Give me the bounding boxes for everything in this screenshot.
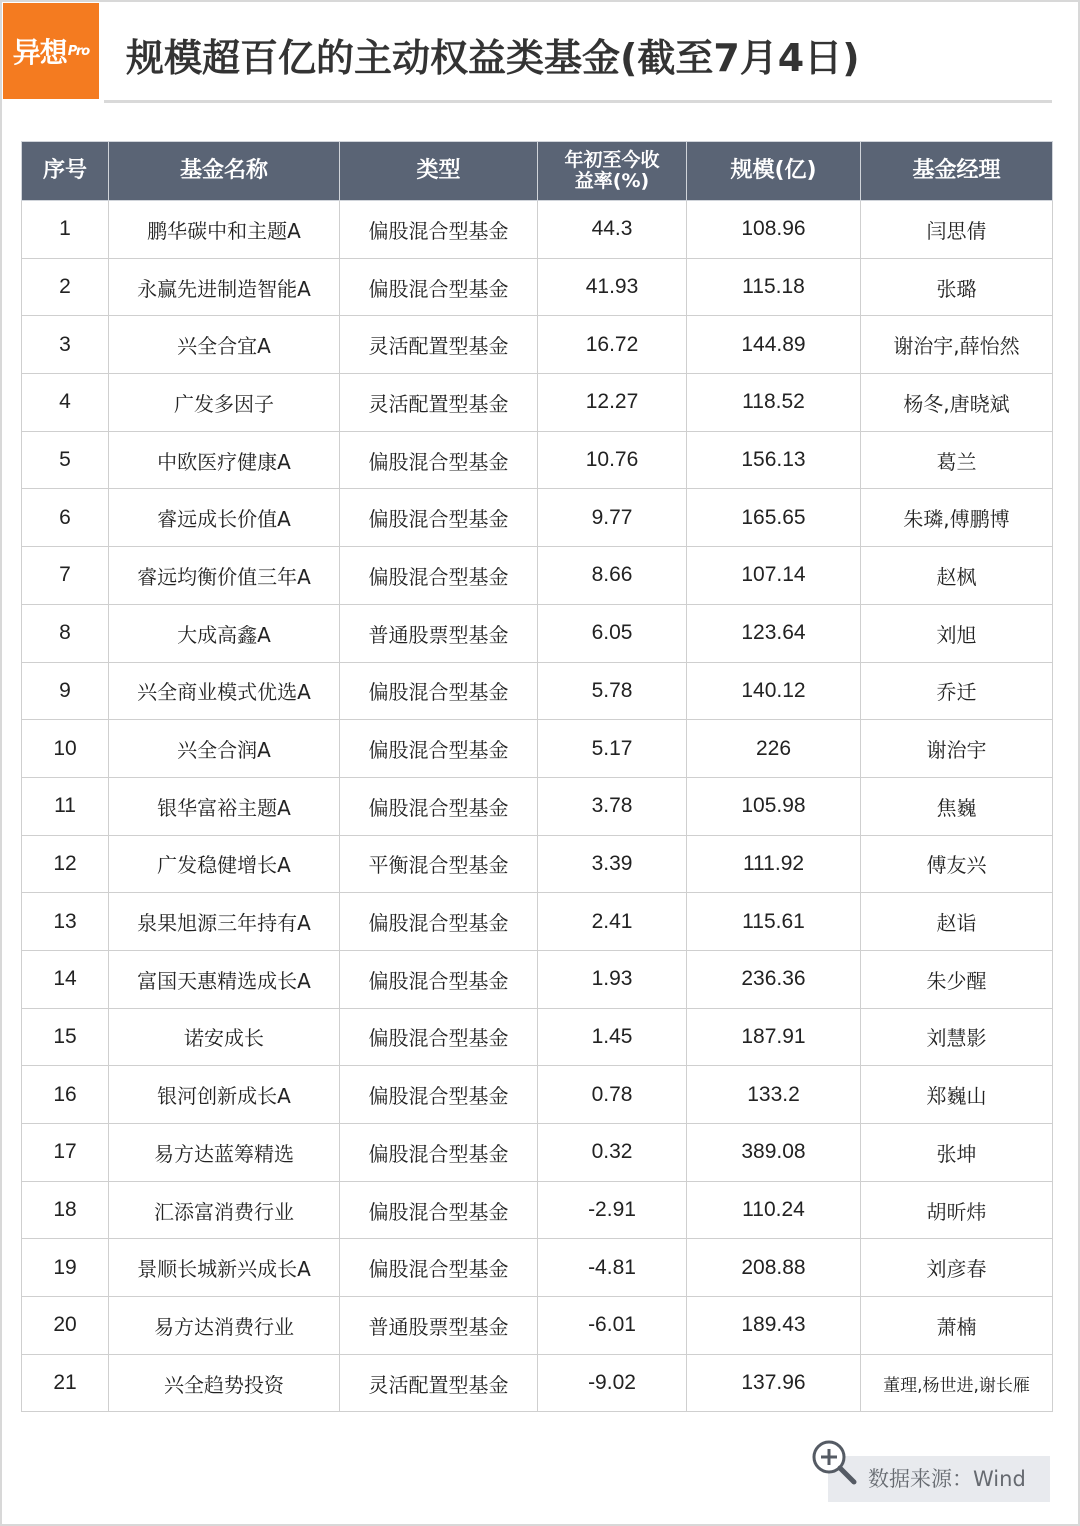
cell-manager: 朱璘,傅鹏博 [861, 489, 1053, 547]
table-header-row [22, 142, 1053, 201]
cell-index: 16 [22, 1066, 109, 1124]
cell-index: 5 [22, 431, 109, 489]
cell-type: 偏股混合型基金 [340, 777, 538, 835]
fund-table [21, 141, 1053, 1412]
table-row [22, 374, 1053, 432]
cell-manager: 葛兰 [861, 431, 1053, 489]
cell-fund-name: 易方达消费行业 [109, 1297, 340, 1355]
cell-fund-name: 诺安成长 [109, 1008, 340, 1066]
cell-index: 2 [22, 258, 109, 316]
cell-manager: 萧楠 [861, 1297, 1053, 1355]
cell-index: 6 [22, 489, 109, 547]
cell-manager: 乔迁 [861, 662, 1053, 720]
logo-sub: Pro [67, 43, 90, 59]
cell-fund-name: 兴全合宜A [109, 316, 340, 374]
table-row [22, 489, 1053, 547]
cell-index: 17 [22, 1124, 109, 1182]
cell-size: 208.88 [687, 1239, 861, 1297]
cell-index: 9 [22, 662, 109, 720]
cell-fund-name: 中欧医疗健康A [109, 431, 340, 489]
cell-return: 16.72 [538, 316, 687, 374]
cell-fund-name: 广发稳健增长A [109, 835, 340, 893]
cell-fund-name: 永赢先进制造智能A [109, 258, 340, 316]
cell-type: 偏股混合型基金 [340, 431, 538, 489]
table-row [22, 893, 1053, 951]
cell-fund-name: 银河创新成长A [109, 1066, 340, 1124]
cell-fund-name: 泉果旭源三年持有A [109, 893, 340, 951]
cell-manager: 刘旭 [861, 604, 1053, 662]
cell-size: 389.08 [687, 1124, 861, 1182]
cell-size: 189.43 [687, 1297, 861, 1355]
cell-size: 115.61 [687, 893, 861, 951]
cell-type: 偏股混合型基金 [340, 1239, 538, 1297]
cell-return: 10.76 [538, 431, 687, 489]
cell-size: 115.18 [687, 258, 861, 316]
column-header: 序号 [22, 142, 109, 201]
table-row [22, 777, 1053, 835]
cell-index: 11 [22, 777, 109, 835]
cell-type: 偏股混合型基金 [340, 547, 538, 605]
cell-manager: 傅友兴 [861, 835, 1053, 893]
cell-return: -4.81 [538, 1239, 687, 1297]
cell-manager: 赵枫 [861, 547, 1053, 605]
cell-size: 133.2 [687, 1066, 861, 1124]
table-row [22, 431, 1053, 489]
cell-return: 44.3 [538, 201, 687, 259]
cell-manager: 谢治宇 [861, 720, 1053, 778]
cell-fund-name: 汇添富消费行业 [109, 1181, 340, 1239]
table-body [22, 201, 1053, 1412]
cell-fund-name: 易方达蓝筹精选 [109, 1124, 340, 1182]
cell-type: 平衡混合型基金 [340, 835, 538, 893]
table-row [22, 201, 1053, 259]
cell-type: 灵活配置型基金 [340, 374, 538, 432]
cell-index: 15 [22, 1008, 109, 1066]
cell-index: 10 [22, 720, 109, 778]
cell-return: 3.78 [538, 777, 687, 835]
cell-index: 18 [22, 1181, 109, 1239]
brand-logo [3, 3, 99, 99]
cell-type: 偏股混合型基金 [340, 662, 538, 720]
column-header: 类型 [340, 142, 538, 201]
cell-fund-name: 兴全趋势投资 [109, 1354, 340, 1412]
cell-return: -9.02 [538, 1354, 687, 1412]
cell-index: 7 [22, 547, 109, 605]
cell-type: 偏股混合型基金 [340, 1066, 538, 1124]
cell-size: 144.89 [687, 316, 861, 374]
cell-size: 226 [687, 720, 861, 778]
cell-fund-name: 兴全商业模式优选A [109, 662, 340, 720]
cell-index: 12 [22, 835, 109, 893]
table-row [22, 1354, 1053, 1412]
cell-type: 偏股混合型基金 [340, 489, 538, 547]
cell-index: 8 [22, 604, 109, 662]
cell-return: 12.27 [538, 374, 687, 432]
cell-index: 14 [22, 950, 109, 1008]
cell-manager: 刘彦春 [861, 1239, 1053, 1297]
cell-size: 111.92 [687, 835, 861, 893]
cell-size: 140.12 [687, 662, 861, 720]
column-header: 基金经理 [861, 142, 1053, 201]
cell-manager: 董理,杨世进,谢长雁 [861, 1354, 1053, 1412]
data-source: 数据来源：Wind [868, 1467, 1026, 1491]
cell-type: 偏股混合型基金 [340, 950, 538, 1008]
cell-return: 5.78 [538, 662, 687, 720]
cell-index: 1 [22, 201, 109, 259]
cell-size: 110.24 [687, 1181, 861, 1239]
cell-type: 偏股混合型基金 [340, 258, 538, 316]
cell-manager: 张坤 [861, 1124, 1053, 1182]
cell-fund-name: 大成高鑫A [109, 604, 340, 662]
cell-return: 1.45 [538, 1008, 687, 1066]
cell-size: 107.14 [687, 547, 861, 605]
cell-type: 灵活配置型基金 [340, 316, 538, 374]
table-row [22, 1008, 1053, 1066]
cell-type: 偏股混合型基金 [340, 201, 538, 259]
cell-manager: 焦巍 [861, 777, 1053, 835]
cell-size: 165.65 [687, 489, 861, 547]
logo-text: 异想 [12, 36, 67, 69]
table-row [22, 950, 1053, 1008]
cell-type: 偏股混合型基金 [340, 1181, 538, 1239]
cell-index: 4 [22, 374, 109, 432]
table-row [22, 662, 1053, 720]
cell-type: 偏股混合型基金 [340, 720, 538, 778]
table-row [22, 316, 1053, 374]
table-row [22, 1239, 1053, 1297]
cell-fund-name: 广发多因子 [109, 374, 340, 432]
cell-size: 108.96 [687, 201, 861, 259]
cell-manager: 赵诣 [861, 893, 1053, 951]
column-header: 规模(亿) [687, 142, 861, 201]
table-row [22, 604, 1053, 662]
column-header-text: 年初至今收益率(%) [564, 149, 660, 192]
cell-return: -2.91 [538, 1181, 687, 1239]
cell-manager: 张璐 [861, 258, 1053, 316]
column-header [538, 142, 687, 201]
cell-manager: 郑巍山 [861, 1066, 1053, 1124]
table-row [22, 547, 1053, 605]
cell-return: -6.01 [538, 1297, 687, 1355]
cell-manager: 闫思倩 [861, 201, 1053, 259]
table-row [22, 1066, 1053, 1124]
cell-manager: 朱少醒 [861, 950, 1053, 1008]
cell-fund-name: 睿远成长价值A [109, 489, 340, 547]
cell-return: 5.17 [538, 720, 687, 778]
cell-return: 1.93 [538, 950, 687, 1008]
table-row [22, 1124, 1053, 1182]
cell-return: 0.32 [538, 1124, 687, 1182]
cell-return: 41.93 [538, 258, 687, 316]
cell-type: 偏股混合型基金 [340, 893, 538, 951]
cell-fund-name: 兴全合润A [109, 720, 340, 778]
title-divider [104, 100, 1052, 103]
cell-size: 123.64 [687, 604, 861, 662]
cell-size: 187.91 [687, 1008, 861, 1066]
cell-size: 236.36 [687, 950, 861, 1008]
cell-fund-name: 银华富裕主题A [109, 777, 340, 835]
cell-return: 6.05 [538, 604, 687, 662]
page-title: 规模超百亿的主动权益类基金(截至7月4日) [126, 36, 860, 80]
magnifier-plus-icon [810, 1438, 860, 1488]
cell-manager: 谢治宇,薛怡然 [861, 316, 1053, 374]
cell-type: 普通股票型基金 [340, 1297, 538, 1355]
table-row [22, 720, 1053, 778]
cell-return: 0.78 [538, 1066, 687, 1124]
cell-return: 3.39 [538, 835, 687, 893]
cell-manager: 杨冬,唐晓斌 [861, 374, 1053, 432]
cell-fund-name: 鹏华碳中和主题A [109, 201, 340, 259]
cell-index: 21 [22, 1354, 109, 1412]
cell-index: 13 [22, 893, 109, 951]
cell-return: 9.77 [538, 489, 687, 547]
cell-size: 105.98 [687, 777, 861, 835]
cell-type: 偏股混合型基金 [340, 1124, 538, 1182]
cell-return: 2.41 [538, 893, 687, 951]
cell-fund-name: 睿远均衡价值三年A [109, 547, 340, 605]
table-row [22, 258, 1053, 316]
table-row [22, 1181, 1053, 1239]
cell-type: 偏股混合型基金 [340, 1008, 538, 1066]
cell-size: 118.52 [687, 374, 861, 432]
cell-manager: 刘慧影 [861, 1008, 1053, 1066]
table-row [22, 1297, 1053, 1355]
cell-size: 156.13 [687, 431, 861, 489]
cell-index: 3 [22, 316, 109, 374]
table-row [22, 835, 1053, 893]
cell-type: 普通股票型基金 [340, 604, 538, 662]
column-header: 基金名称 [109, 142, 340, 201]
cell-index: 19 [22, 1239, 109, 1297]
cell-fund-name: 富国天惠精选成长A [109, 950, 340, 1008]
cell-index: 20 [22, 1297, 109, 1355]
cell-return: 8.66 [538, 547, 687, 605]
cell-manager: 胡昕炜 [861, 1181, 1053, 1239]
cell-size: 137.96 [687, 1354, 861, 1412]
cell-type: 灵活配置型基金 [340, 1354, 538, 1412]
cell-fund-name: 景顺长城新兴成长A [109, 1239, 340, 1297]
